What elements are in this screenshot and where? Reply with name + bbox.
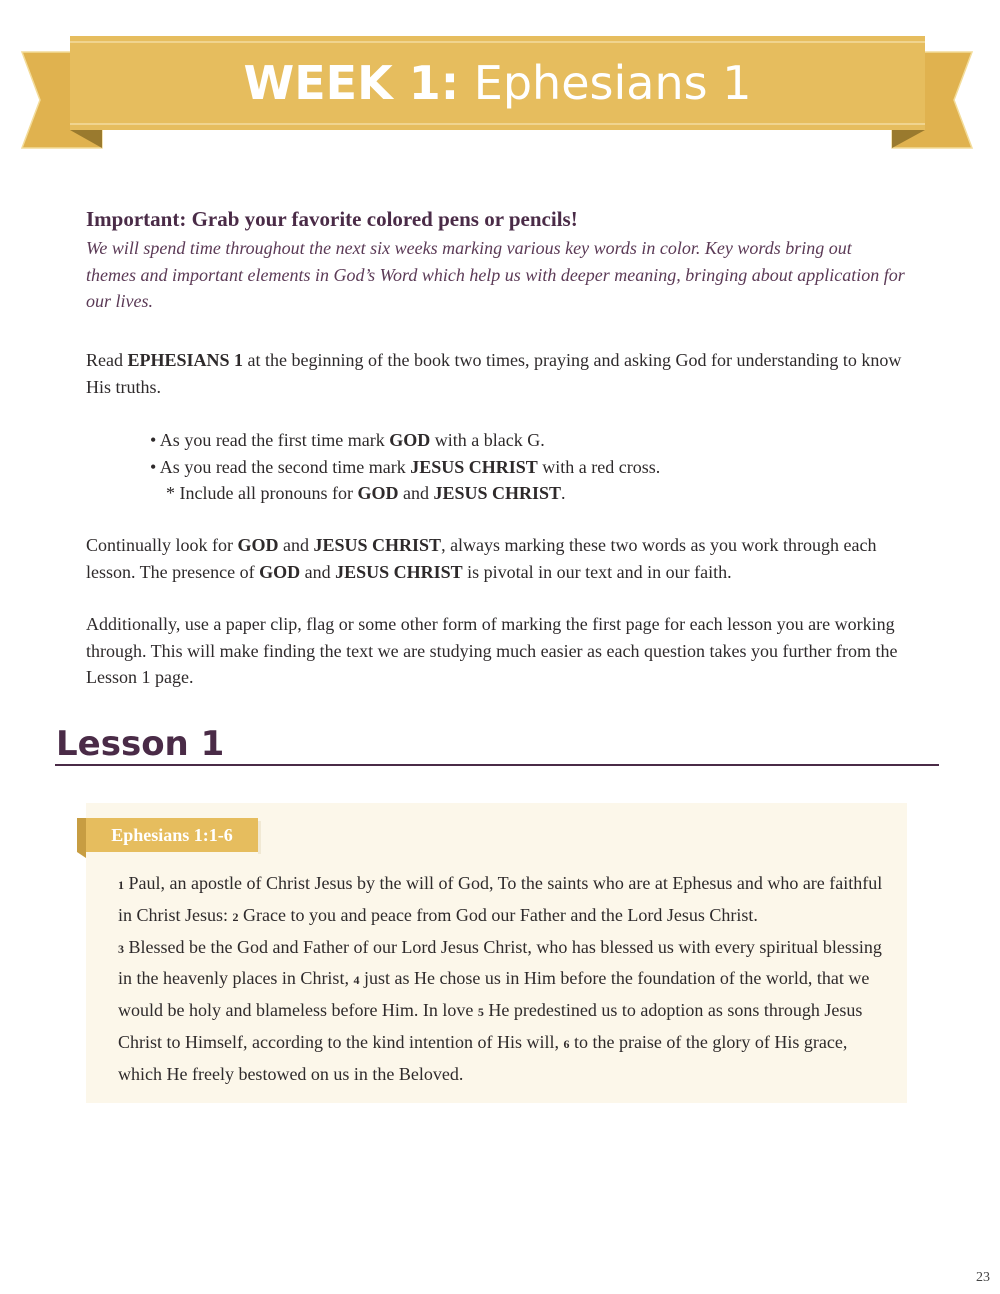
- note-text: .: [561, 483, 566, 503]
- verse-number: 3: [118, 941, 124, 956]
- week-banner: [0, 0, 1000, 170]
- verse-number: 5: [477, 1005, 484, 1020]
- verse-text: Grace to you and peace from God our Father and the Lord Jesus Christ.: [238, 904, 758, 925]
- verse-text: just as He chose us in Him before the foundation of the world, that we would be holy and blameless before Him. In love: [118, 968, 870, 1021]
- note-text: * Include all pronouns for: [166, 483, 358, 503]
- para-text: , always marking these two words as you work through each lesson. The presence of: [86, 535, 877, 582]
- title-week: WEEK 1:: [243, 56, 460, 110]
- bullet-text: with a black G.: [430, 430, 545, 450]
- page-number: 23: [976, 1270, 990, 1285]
- page-title: [70, 48, 925, 118]
- verse-text: Blessed be the God and Father of our Lord Jesus Christ, who has blessed us with every spiritual blessing in the heavenly places in Christ,: [118, 936, 882, 989]
- read-instructions: [86, 347, 911, 400]
- bullet-bold: GOD: [389, 430, 431, 450]
- bullet-bold: JESUS CHRIST: [410, 456, 538, 477]
- bullet-text: • As you read the first time mark: [150, 430, 390, 450]
- bullet-text: with a red cross.: [537, 456, 661, 477]
- para-text: Continually look for: [86, 535, 238, 555]
- verse-number: 2: [232, 909, 239, 924]
- verse-number: 6: [563, 1036, 570, 1051]
- read-text-2: at the beginning of the book two times, praying and asking God for understanding to know His truths.: [86, 350, 902, 397]
- para-bold: JESUS CHRIST: [313, 535, 442, 555]
- para-bold: GOD: [259, 561, 301, 582]
- pronoun-note: [150, 480, 870, 507]
- continual-paragraph: [86, 532, 911, 585]
- note-bold: GOD: [357, 483, 399, 503]
- marking-instructions: [150, 427, 870, 507]
- note-text: and: [398, 483, 434, 503]
- para-text: and: [278, 535, 314, 555]
- verse-text: He predestined us to adoption as sons through Jesus Christ to Himself, according to the kind intention of His will,: [118, 1000, 863, 1052]
- verse-number: 4: [353, 973, 360, 988]
- additional-paragraph: Additionally, use a paper clip, flag or some other form of marking the first page for each lesson you are working through. This will make finding the text we are studying much easier as each question takes you further from the Lesson 1 page.: [86, 614, 898, 687]
- para-text: is pivotal in our text and in our faith.: [462, 561, 732, 582]
- verse-text: Paul, an apostle of Christ Jesus by the will of God, To the saints who are at Ephesus and who are faithful in Christ Jesus:: [118, 873, 883, 925]
- bullet-text: • As you read the second time mark: [150, 456, 411, 477]
- bullet-second-read: [150, 454, 870, 481]
- important-heading: Important: Grab your favorite colored pens or pencils!: [86, 207, 578, 231]
- read-text-1: Read: [86, 350, 128, 370]
- note-bold: JESUS CHRIST: [433, 483, 562, 503]
- verse-number: 1: [118, 878, 124, 892]
- para-bold: GOD: [237, 535, 279, 555]
- read-bold: EPHESIANS 1: [127, 350, 244, 370]
- lesson-divider: [55, 764, 939, 766]
- para-text: and: [300, 561, 336, 582]
- important-text: We will spend time throughout the next six weeks marking various key words in color. Key words bring out themes and important elements in God’s Word which help us with deeper meaning, bringing about application for our lives.: [86, 238, 905, 311]
- lesson-heading: Lesson 1: [56, 724, 225, 764]
- para-bold: JESUS CHRIST: [335, 561, 463, 582]
- bullet-first-read: [150, 427, 870, 454]
- scripture-reference: Ephesians 1:1-6: [111, 825, 233, 845]
- scripture-text: [118, 869, 888, 1090]
- verse-text: to the praise of the glory of His grace, which He freely bestowed on us in the Beloved.: [118, 1031, 848, 1084]
- title-book: Ephesians 1: [473, 56, 752, 110]
